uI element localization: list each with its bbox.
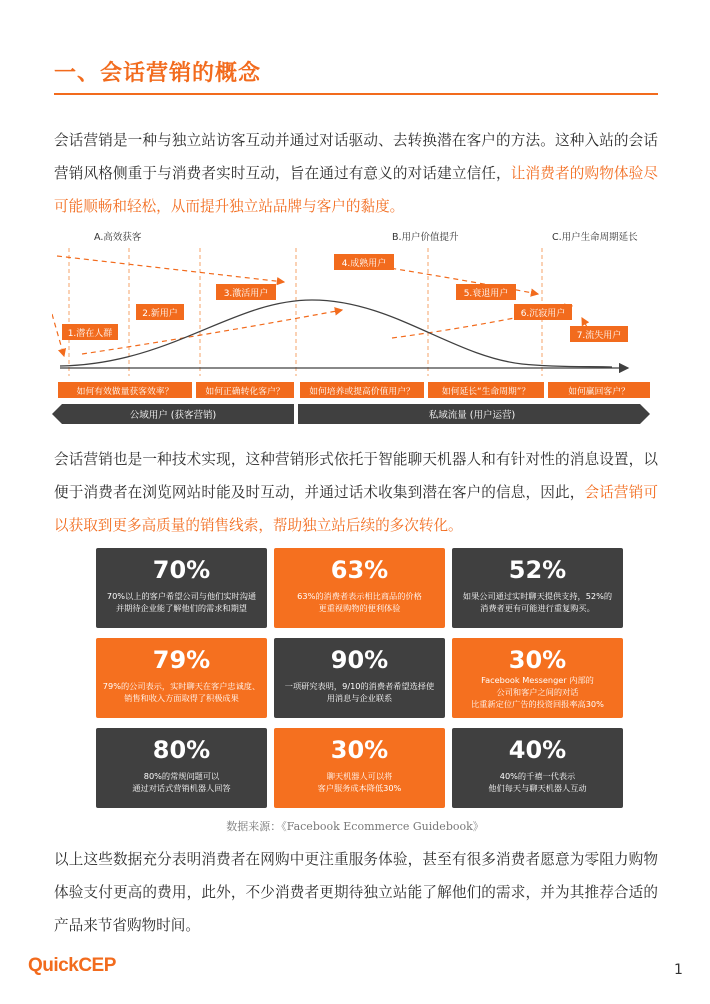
stat-percent: 30% (330, 736, 389, 764)
title-divider (54, 93, 658, 95)
stat-card (274, 728, 445, 808)
stage-box-2 (136, 304, 184, 320)
stat-description: 聊天机器人可以将 客户服务成本降低30% (317, 771, 402, 793)
tech-paragraph (54, 443, 658, 542)
stat-description: 如果公司通过实时聊天提供支持，52%的 消费者更有可能进行重复购买。 (462, 591, 613, 613)
stat-card (96, 638, 267, 718)
stage-box-7 (570, 326, 628, 342)
stat-percent: 90% (330, 646, 389, 674)
private-domain-label: 私域流量 (用户运营) (428, 410, 516, 421)
question-2: 如何正确转化客户？ (205, 387, 285, 397)
quickcep-logo (28, 955, 116, 977)
public-domain-label: 公域用户 (获客营销) (129, 410, 217, 421)
stage-5-label: 5.衰退用户 (463, 289, 509, 299)
conclusion-paragraph: 以上这些数据充分表明消费者在网购中更注重服务体验，甚至有很多消费者愿意为零阻力购物体验支付更高的费用，此外，不少消费者更期待独立站能了解他们的需求，并为其推荐合适的产品来节省购物时间。 (54, 851, 658, 934)
stat-card (452, 638, 623, 718)
stage-box-1 (62, 324, 118, 340)
stage-2-label: 2.新用户 (142, 309, 178, 319)
stat-description: 80%的常规问题可以 通过对话式营销机器人回答 (132, 771, 231, 793)
intro-paragraph (54, 124, 658, 223)
phase-c-label: C.用户生命周期延长 (552, 232, 638, 243)
stat-percent: 63% (330, 556, 389, 584)
page-number: 1 (674, 962, 683, 978)
stat-percent: 80% (152, 736, 211, 764)
stat-card (274, 638, 445, 718)
stage-7-label: 7.流失用户 (576, 331, 622, 341)
stage-6-label: 6.沉寂用户 (520, 309, 566, 319)
intro-text: 会话营销是一种与独立站访客互动并通过对话驱动、去转换潜在客户的方法。这种入站的会话营销风格侧重于与消费者实时互动，旨在通过有意义的对话建立信任， (54, 132, 658, 182)
logo-q: Q (28, 955, 43, 976)
tech-text: 会话营销也是一种技术实现，这种营销形式依托于智能聊天机器人和有针对性的消息设置，以便于消费者在浏览网站时能及时互动，并通过话术收集到潜在客户的信息，因此， (54, 451, 658, 501)
stat-percent: 30% (508, 646, 567, 674)
stage-box-4 (334, 254, 394, 270)
stage-box-3 (216, 284, 276, 300)
stage-4-label: 4.成熟用户 (341, 259, 387, 269)
question-1: 如何有效做量获客效率？ (76, 387, 174, 397)
stat-description: 70%以上的客户希望公司与他们实时沟通 并期待企业能了解他们的需求和期望 (106, 591, 257, 613)
stat-card (274, 548, 445, 628)
stat-card (96, 728, 267, 808)
intro-highlight: 让消费者的购物体验尽可能顺畅和轻松，从而提升独立站品牌与客户的黏度。 (54, 165, 658, 215)
stage-1-label: 1.潜在人群 (67, 329, 113, 339)
stat-description: 一项研究表明，9/10的消费者希望选择使 用消息与企业联系 (284, 681, 435, 703)
stat-card (452, 548, 623, 628)
logo-cep: CEP (78, 955, 116, 976)
logo-uick: uick (42, 955, 79, 976)
stat-description: 63%的消费者表示相比商品的价格 更重视购物的便利体验 (297, 591, 422, 613)
stage-box-5 (456, 284, 516, 300)
stat-description: 40%的千禧一代表示 他们每天与聊天机器人互动 (488, 771, 587, 793)
question-3: 如何培养或提高价值用户？ (309, 387, 415, 397)
stage-box-6 (514, 304, 572, 320)
stat-description: 79%的公司表示，实时聊天在客户忠诚度、 销售和收入方面取得了积极成果 (102, 681, 261, 703)
phase-b-label: B.用户价值提升 (392, 232, 459, 243)
stat-card (452, 728, 623, 808)
stat-percent: 79% (152, 646, 211, 674)
tech-highlight: 会话营销可以获取到更多高质量的销售线索，帮助独立站后续的多次转化。 (54, 484, 658, 534)
stat-percent: 70% (152, 556, 211, 584)
customer-lifecycle-diagram (52, 226, 658, 432)
trend-arrows (52, 256, 592, 356)
stat-percent: 40% (508, 736, 567, 764)
question-4: 如何延长“生命周期”？ (441, 387, 531, 397)
stat-description: Facebook Messenger 内部的 公司和客户之间的对话 比重新定位广告的投资回报率高30% (471, 675, 604, 709)
question-5: 如何赢回客户？ (568, 387, 630, 397)
page-title: 一、会话营销的概念 (54, 61, 262, 86)
stage-3-label: 3.激活用户 (223, 289, 269, 299)
data-source: 数据来源：《Facebook Ecommerce Guidebook》 (226, 820, 484, 833)
phase-a-label: A.高效获客 (94, 232, 142, 243)
stat-card (96, 548, 267, 628)
stat-percent: 52% (508, 556, 567, 584)
